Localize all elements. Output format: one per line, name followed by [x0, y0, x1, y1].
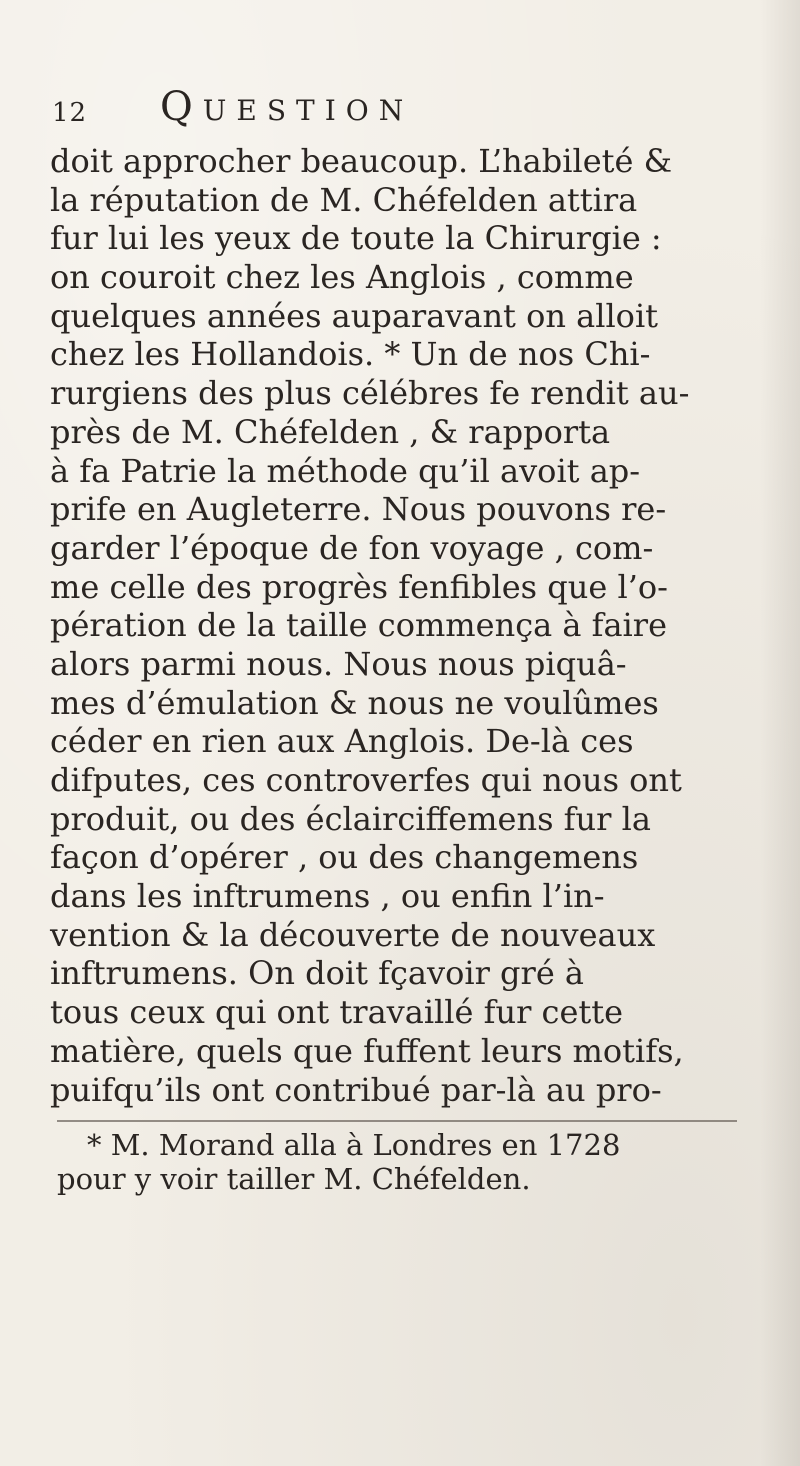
text-line: pération de la taille commença à faire — [50, 606, 667, 645]
text-line: chez les Hollandois. * Un de nos Chi- — [50, 335, 651, 374]
text-line: céder en rien aux Anglois. De-là ces — [50, 722, 634, 761]
footnote-line: pour y voir tailler M. Chéfelden. — [57, 1162, 531, 1196]
text-line: vention & la découverte de nouveaux — [50, 915, 656, 954]
text-line: quelques années auparavant on alloit — [50, 296, 659, 335]
text-line: me celle des progrès fenfibles que l’o- — [50, 567, 668, 606]
text-line: inftrumens. On doit fçavoir gré à — [50, 954, 584, 993]
text-line: alors parmi nous. Nous nous piquâ- — [50, 644, 627, 683]
footnote-line: * M. Morand alla à Londres en 1728 — [87, 1128, 621, 1162]
text-line: difputes, ces controverfes qui nous ont — [50, 761, 682, 799]
text-line: produit, ou des éclairciffemens fur la — [50, 799, 651, 838]
text-line: mes d’émulation & nous ne voulûmes — [50, 683, 659, 722]
text-line: tous ceux qui ont travaillé fur cette — [50, 993, 624, 1032]
text-line: la réputation de M. Chéfelden attira — [50, 180, 638, 219]
text-line: prife en Augleterre. Nous pouvons re- — [50, 490, 667, 529]
text-line: puifqu’ils ont contribué par-là au pro- — [50, 1070, 662, 1109]
text-line: près de M. Chéfelden , & rapporta — [50, 412, 611, 451]
page-edge-shadow — [760, 0, 800, 1466]
page-number: 12 — [52, 98, 88, 128]
text-line: façon d’opérer , ou des changemens — [50, 838, 639, 877]
text-line: rurgiens des plus célébres fe rendit au- — [50, 374, 690, 413]
footnote — [57, 1128, 747, 1196]
text-line: dans les inftrumens , ou enfin l’in- — [50, 877, 605, 916]
footnote-divider — [57, 1120, 737, 1122]
text-line: fur lui les yeux de toute la Chirurgie : — [50, 219, 662, 258]
text-line: garder l’époque de fon voyage , com- — [50, 528, 654, 567]
text-line: on couroit chez les Anglois , comme — [50, 258, 634, 297]
main-text-block — [50, 142, 750, 1109]
page-header — [44, 84, 664, 136]
running-title: Question — [160, 84, 414, 130]
text-line: doit approcher beaucoup. L’habileté & — [50, 142, 673, 180]
text-line: à fa Patrie la méthode qu’il avoit ap- — [50, 451, 641, 490]
text-line: matière, quels que fuffent leurs motifs, — [50, 1031, 684, 1070]
